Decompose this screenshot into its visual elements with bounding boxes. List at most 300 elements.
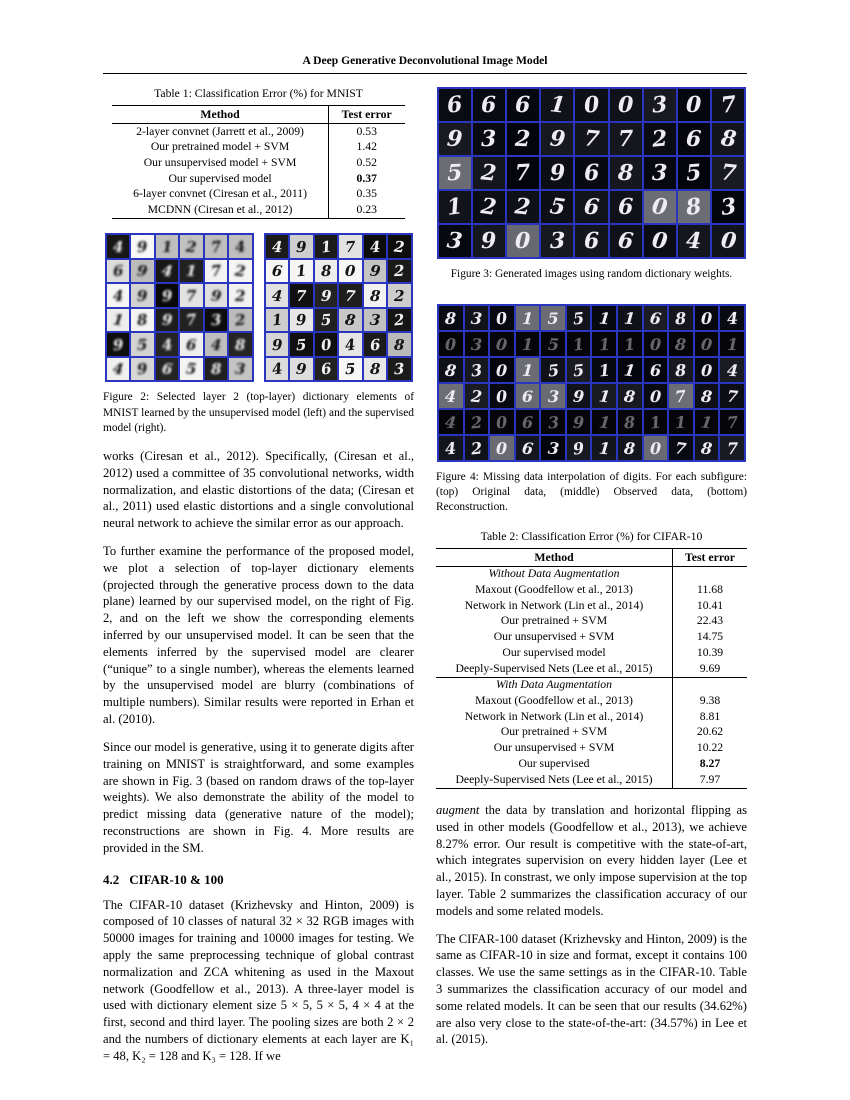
- digit-glyph: 0: [700, 334, 714, 355]
- table2-title-label: Table 2:: [480, 529, 519, 543]
- right-column: [436, 87, 747, 1059]
- digit-cell: [609, 88, 643, 122]
- table1-title-label: Table 1:: [154, 87, 192, 100]
- digit-cell: [438, 435, 464, 461]
- table-section-label: Without Data Augmentation: [436, 566, 672, 582]
- digit-glyph: 0: [719, 227, 738, 255]
- digit-glyph: 0: [515, 227, 531, 255]
- digit-glyph: 8: [444, 308, 457, 328]
- digit-cell: [591, 435, 617, 461]
- digit-glyph: 4: [112, 286, 124, 305]
- figure3-caption-text: Generated images using random dictionary weights.: [492, 268, 733, 280]
- digit-glyph: 1: [548, 91, 567, 119]
- digit-cell: [711, 122, 745, 156]
- figure3-caption-label: Figure 3:: [450, 268, 493, 280]
- digit-cell: [489, 305, 515, 331]
- digit-glyph: 3: [481, 125, 497, 153]
- section-title: CIFAR-10 & 100: [129, 871, 224, 887]
- digit-glyph: 6: [583, 159, 600, 187]
- digit-cell: [591, 331, 617, 357]
- test-error-cell: 11.68: [697, 582, 723, 596]
- digit-cell: [506, 122, 540, 156]
- digit-cell: [668, 331, 694, 357]
- digit-cell: [387, 283, 412, 308]
- digit-glyph: 7: [719, 159, 738, 187]
- figure2-right-grid: [264, 233, 413, 382]
- digit-glyph: 6: [515, 91, 531, 119]
- digit-glyph: 1: [623, 334, 637, 355]
- digit-cell: [540, 224, 574, 258]
- digit-glyph: 5: [572, 308, 586, 329]
- digit-glyph: 4: [444, 386, 457, 406]
- digit-cell: [643, 156, 677, 190]
- digit-glyph: 4: [112, 237, 124, 256]
- digit-cell: [719, 383, 745, 409]
- digit-cell: [179, 234, 204, 259]
- digit-cell: [668, 357, 694, 383]
- test-error-cell: 8.81: [699, 709, 721, 723]
- digit-cell: [472, 190, 506, 224]
- digit-glyph: 5: [546, 360, 560, 381]
- table1-title: [103, 87, 414, 100]
- digit-glyph: 4: [444, 412, 458, 433]
- two-column-body: [103, 87, 747, 1076]
- digit-cell: [668, 435, 694, 461]
- table-row: [436, 741, 747, 757]
- digit-glyph: 7: [725, 386, 739, 407]
- table2-block: [436, 530, 747, 789]
- digit-cell: [314, 283, 339, 308]
- digit-cell: [643, 409, 669, 435]
- digit-glyph: 2: [479, 193, 499, 221]
- digit-cell: [438, 190, 472, 224]
- digit-glyph: 2: [185, 237, 198, 257]
- digit-glyph: 4: [685, 227, 703, 255]
- table2-title-text: Classification Error (%) for CIFAR-10: [518, 529, 703, 543]
- digit-cell: [289, 332, 314, 357]
- digit-cell: [338, 234, 363, 259]
- digit-cell: [363, 332, 388, 357]
- digit-glyph: 9: [548, 125, 567, 153]
- digit-cell: [228, 234, 253, 259]
- digit-cell: [265, 259, 290, 284]
- test-error-cell: 0.35: [356, 187, 377, 201]
- digit-glyph: 2: [469, 412, 483, 433]
- digit-cell: [387, 259, 412, 284]
- digit-glyph: 0: [649, 438, 662, 458]
- section-heading-cifar: [103, 872, 414, 888]
- digit-glyph: 6: [583, 227, 600, 255]
- digit-cell: [668, 409, 694, 435]
- digit-cell: [574, 88, 608, 122]
- digit-glyph: 7: [718, 91, 738, 119]
- figure3-caption: [436, 267, 747, 282]
- digit-cell: [130, 357, 155, 382]
- digit-glyph: 1: [571, 334, 586, 355]
- digit-glyph: 5: [446, 159, 463, 187]
- digit-cell: [574, 122, 608, 156]
- table-row: [436, 645, 747, 661]
- digit-cell: [677, 156, 711, 190]
- digit-glyph: 0: [582, 91, 601, 119]
- test-error-cell: 8.27: [699, 756, 721, 770]
- digit-glyph: 8: [623, 438, 637, 458]
- method-cell: Our unsupervised + SVM: [436, 741, 672, 757]
- digit-cell: [204, 283, 229, 308]
- digit-glyph: 0: [496, 360, 508, 380]
- digit-cell: [314, 332, 339, 357]
- digit-glyph: 8: [684, 193, 704, 221]
- digit-cell: [540, 409, 566, 435]
- digit-glyph: 6: [160, 359, 173, 379]
- digit-glyph: 7: [674, 386, 688, 407]
- digit-glyph: 9: [271, 335, 283, 354]
- digit-cell: [338, 357, 363, 382]
- digit-cell: [515, 383, 541, 409]
- method-cell: Maxout (Goodfellow et al., 2013): [436, 582, 672, 598]
- digit-cell: [130, 308, 155, 333]
- digit-glyph: 9: [295, 310, 307, 330]
- digit-cell: [130, 234, 155, 259]
- figure4-block: [436, 304, 747, 515]
- left-column: [103, 87, 414, 1076]
- digit-glyph: 9: [209, 286, 222, 306]
- digit-cell: [228, 259, 253, 284]
- digit-cell: [228, 332, 253, 357]
- table-section-spacer: [672, 677, 747, 693]
- digit-cell: [591, 409, 617, 435]
- digit-cell: [540, 88, 574, 122]
- digit-glyph: 8: [674, 360, 688, 380]
- digit-glyph: 7: [582, 125, 601, 153]
- test-error-cell: 20.62: [696, 725, 724, 739]
- digit-glyph: 4: [726, 360, 739, 381]
- digit-glyph: 8: [369, 286, 381, 305]
- digit-cell: [204, 259, 229, 284]
- table-row: [436, 661, 747, 677]
- digit-glyph: 9: [480, 227, 497, 255]
- digit-cell: [106, 332, 131, 357]
- table-section-spacer: [672, 566, 747, 582]
- paragraph-generative: Since our model is generative, using it to generate digits after training on MNIST is straightforward, and some examples are shown in Fig. 3 (based on random draws of the top-layer weights). We also demonstrate the ability of the model to predict missing data (generative nature of the model); reconstructions are shown in Fig. 4. More results are provided in the SM.: [103, 739, 414, 855]
- digit-cell: [387, 234, 412, 259]
- digit-glyph: 9: [549, 159, 566, 187]
- digit-cell: [617, 305, 643, 331]
- figure3-grid: [437, 87, 747, 259]
- digit-glyph: 9: [295, 359, 308, 379]
- digit-glyph: 7: [344, 237, 357, 256]
- test-error-cell: 10.39: [696, 645, 724, 659]
- table-row: [436, 630, 747, 646]
- digit-cell: [694, 435, 720, 461]
- digit-cell: [289, 357, 314, 382]
- digit-cell: [387, 357, 412, 382]
- digit-cell: [694, 383, 720, 409]
- digit-glyph: 1: [623, 360, 637, 381]
- digit-cell: [540, 331, 566, 357]
- digit-glyph: 8: [719, 125, 738, 153]
- digit-cell: [677, 122, 711, 156]
- digit-glyph: 7: [514, 159, 532, 187]
- digit-cell: [314, 259, 339, 284]
- table1-block: [103, 87, 414, 219]
- digit-glyph: 3: [470, 334, 483, 354]
- digit-glyph: 7: [209, 237, 222, 257]
- test-error-cell: 9.69: [699, 661, 721, 675]
- digit-glyph: 9: [572, 412, 585, 432]
- digit-cell: [515, 331, 541, 357]
- digit-glyph: 6: [319, 359, 333, 379]
- digit-cell: [711, 224, 745, 258]
- digit-glyph: 1: [521, 308, 534, 328]
- digit-cell: [515, 357, 541, 383]
- digit-cell: [711, 88, 745, 122]
- digit-glyph: 9: [136, 261, 149, 281]
- digit-glyph: 6: [521, 386, 534, 406]
- digit-glyph: 1: [597, 334, 611, 355]
- digit-cell: [228, 308, 253, 333]
- digit-glyph: 6: [445, 91, 464, 119]
- figure2-caption: [103, 390, 414, 435]
- table-row: [436, 709, 747, 725]
- digit-glyph: 2: [514, 125, 532, 153]
- digit-glyph: 9: [368, 261, 381, 281]
- digit-glyph: 5: [344, 359, 356, 379]
- digit-glyph: 7: [674, 438, 688, 459]
- digit-cell: [574, 190, 608, 224]
- digit-glyph: 4: [270, 286, 283, 306]
- figure4-caption: [436, 470, 747, 515]
- digit-cell: [566, 305, 592, 331]
- digit-cell: [515, 305, 541, 331]
- paragraph-augment: [436, 802, 747, 920]
- digit-glyph: 6: [111, 261, 124, 281]
- test-error-cell: 14.75: [696, 630, 724, 644]
- table-row: [436, 756, 747, 772]
- digit-cell: [617, 357, 643, 383]
- digit-glyph: 7: [725, 412, 739, 433]
- digit-cell: [591, 383, 617, 409]
- digit-cell: [106, 283, 131, 308]
- figure4-caption-text: Missing data interpolation of digits. For each subfigure: (top) Original data, (middle) Observed data, (bottom) Reconstruction.: [436, 471, 747, 514]
- digit-cell: [438, 305, 464, 331]
- digit-cell: [438, 224, 472, 258]
- digit-cell: [387, 308, 412, 333]
- digit-cell: [314, 308, 339, 333]
- method-cell: Our unsupervised + SVM: [436, 630, 672, 646]
- digit-glyph: 1: [521, 334, 534, 354]
- digit-cell: [540, 190, 574, 224]
- digit-cell: [540, 383, 566, 409]
- digit-cell: [204, 332, 229, 357]
- digit-glyph: 9: [295, 237, 307, 256]
- digit-cell: [289, 234, 314, 259]
- digit-cell: [204, 308, 229, 333]
- figure4-caption-label: Figure 4:: [436, 471, 479, 484]
- digit-glyph: 6: [616, 227, 635, 255]
- digit-glyph: 1: [445, 193, 464, 221]
- digit-glyph: 6: [270, 261, 283, 281]
- digit-glyph: 4: [160, 261, 174, 281]
- digit-glyph: 0: [495, 386, 509, 407]
- digit-glyph: 1: [270, 310, 283, 330]
- digit-cell: [506, 190, 540, 224]
- digit-glyph: 1: [319, 237, 333, 257]
- digit-glyph: 6: [521, 412, 534, 432]
- digit-cell: [130, 259, 155, 284]
- digit-cell: [155, 357, 180, 382]
- digit-glyph: 1: [597, 438, 611, 459]
- digit-glyph: 1: [648, 411, 663, 433]
- digit-cell: [363, 357, 388, 382]
- digit-cell: [464, 409, 490, 435]
- figure2-left-grid: [105, 233, 254, 382]
- digit-glyph: 6: [368, 335, 381, 355]
- section-number: 4.2: [103, 871, 120, 887]
- digit-cell: [464, 305, 490, 331]
- table2: [436, 548, 747, 789]
- digit-cell: [338, 308, 363, 333]
- digit-glyph: 1: [597, 412, 611, 433]
- method-cell: Maxout (Goodfellow et al., 2013): [436, 694, 672, 710]
- digit-glyph: 8: [674, 308, 688, 328]
- digit-cell: [338, 259, 363, 284]
- digit-glyph: 6: [520, 438, 535, 459]
- digit-cell: [574, 156, 608, 190]
- digit-cell: [464, 383, 490, 409]
- method-cell: Deeply-Supervised Nets (Lee et al., 2015): [436, 772, 672, 788]
- digit-glyph: 0: [700, 308, 713, 328]
- digit-cell: [289, 259, 314, 284]
- paragraph-further-examine: To further examine the performance of the proposed model, we plot a selection of top-layer dictionary elements (projected through the generative process down to the data plane) learned by our supervised model, on the right of Fig. 2, and on the left we show the corresponding elements inferred by our unsupervised model. It can be seen that the elements inferred by the supervised model are clearer (“unique” to a single number), whereas the elements learned by the unsupervised model are blurry (combinations of multiple numbers). Similar results were reported in Erhan et al. (2010).: [103, 543, 414, 727]
- digit-cell: [438, 156, 472, 190]
- digit-glyph: 8: [369, 360, 381, 379]
- digit-glyph: 5: [136, 335, 148, 354]
- digit-glyph: 7: [185, 310, 198, 330]
- digit-glyph: 1: [726, 334, 739, 354]
- test-error-cell: 7.97: [699, 772, 721, 786]
- digit-cell: [314, 357, 339, 382]
- digit-cell: [694, 357, 720, 383]
- digit-glyph: 8: [320, 262, 332, 281]
- digit-glyph: 0: [686, 91, 702, 119]
- test-error-cell: 10.41: [696, 598, 724, 612]
- digit-glyph: 9: [111, 335, 124, 355]
- digit-glyph: 3: [209, 310, 222, 330]
- table-row: [112, 187, 404, 203]
- digit-cell: [438, 383, 464, 409]
- digit-glyph: 5: [547, 193, 567, 221]
- digit-cell: [677, 88, 711, 122]
- digit-glyph: 3: [547, 386, 559, 406]
- paragraph-augment-rest: the data by translation and horizontal flipping as used in other models (Goodfellow et al., 2013), we achieve 8.27% error. Our result is competitive with the state-of-art, which integrates supervision on every hidden layer (Lee et al., 2015). In constrast, we only impose supervision at the top layer. Table 2 summarizes the classification accuracy of our models and some related models.: [436, 802, 747, 918]
- digit-cell: [719, 305, 745, 331]
- table-row: [436, 614, 747, 630]
- digit-glyph: 8: [700, 386, 713, 407]
- digit-cell: [677, 190, 711, 224]
- method-cell: Deeply-Supervised Nets (Lee et al., 2015): [436, 661, 672, 677]
- digit-cell: [694, 305, 720, 331]
- method-cell: 2-layer convnet (Jarrett et al., 2009): [112, 124, 328, 140]
- digit-cell: [464, 331, 490, 357]
- test-error-cell: 10.22: [696, 741, 724, 755]
- digit-glyph: 7: [344, 286, 357, 306]
- digit-cell: [314, 234, 339, 259]
- digit-glyph: 4: [271, 237, 283, 256]
- digit-cell: [506, 88, 540, 122]
- digit-glyph: 4: [368, 237, 381, 257]
- digit-glyph: 8: [617, 159, 634, 187]
- column-header: Test error: [328, 106, 404, 124]
- method-cell: Network in Network (Lin et al., 2014): [436, 709, 672, 725]
- digit-glyph: 1: [295, 261, 308, 281]
- digit-glyph: 3: [368, 310, 381, 330]
- digit-cell: [472, 122, 506, 156]
- digit-glyph: 3: [546, 412, 560, 433]
- digit-cell: [464, 357, 490, 383]
- digit-cell: [106, 357, 131, 382]
- page-title: A Deep Generative Deconvolutional Image Model: [103, 54, 747, 74]
- digit-glyph: 3: [546, 438, 560, 459]
- digit-cell: [106, 234, 131, 259]
- digit-cell: [472, 224, 506, 258]
- digit-glyph: 4: [444, 438, 458, 459]
- digit-cell: [643, 88, 677, 122]
- digit-cell: [438, 88, 472, 122]
- figure2-caption-label: Figure 2:: [103, 391, 150, 404]
- digit-cell: [609, 224, 643, 258]
- digit-cell: [155, 234, 180, 259]
- digit-cell: [719, 331, 745, 357]
- digit-cell: [472, 88, 506, 122]
- digit-glyph: 6: [617, 193, 634, 221]
- table1-title-text: Classification Error (%) for MNIST: [191, 87, 363, 100]
- digit-glyph: 1: [623, 308, 637, 329]
- digit-cell: [363, 283, 388, 308]
- digit-glyph: 5: [685, 159, 703, 187]
- digit-cell: [265, 308, 290, 333]
- digit-glyph: 7: [726, 438, 739, 458]
- digit-cell: [265, 283, 290, 308]
- table-row: [436, 725, 747, 741]
- digit-cell: [643, 122, 677, 156]
- digit-cell: [643, 305, 669, 331]
- digit-cell: [506, 156, 540, 190]
- digit-glyph: 0: [444, 334, 457, 354]
- table-row: [112, 140, 404, 156]
- digit-glyph: 0: [649, 334, 662, 354]
- method-cell: 6-layer convnet (Ciresan et al., 2011): [112, 187, 328, 203]
- digit-glyph: 3: [469, 308, 483, 329]
- digit-cell: [617, 435, 643, 461]
- method-cell: Our unsupervised model + SVM: [112, 155, 328, 171]
- digit-cell: [106, 308, 131, 333]
- digit-cell: [489, 409, 515, 435]
- digit-glyph: 5: [320, 310, 332, 330]
- digit-cell: [472, 156, 506, 190]
- table-row: [436, 582, 747, 598]
- digit-cell: [338, 332, 363, 357]
- digit-glyph: 4: [726, 308, 739, 328]
- digit-glyph: 1: [674, 412, 688, 432]
- digit-glyph: 3: [718, 193, 738, 221]
- digit-glyph: 1: [597, 308, 611, 329]
- digit-cell: [643, 331, 669, 357]
- method-cell: Our pretrained + SVM: [436, 725, 672, 741]
- method-cell: Our supervised model: [112, 171, 328, 187]
- table-section-row: [436, 677, 747, 693]
- table-row: [112, 203, 404, 219]
